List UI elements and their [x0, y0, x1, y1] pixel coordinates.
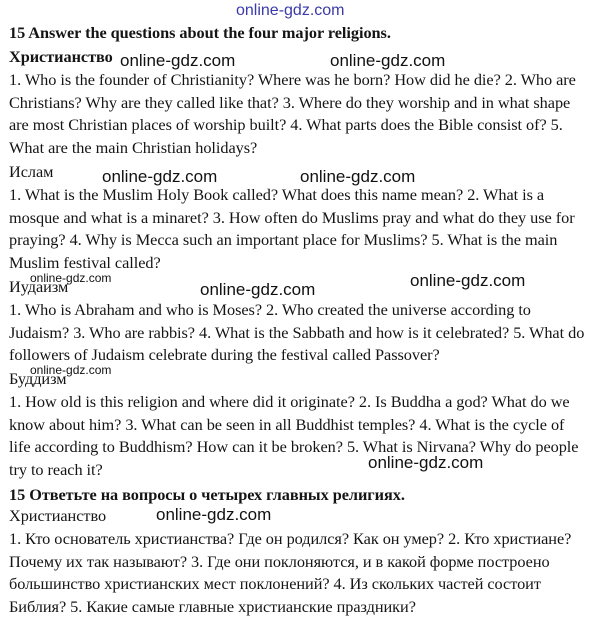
watermark: online-gdz.com	[300, 167, 416, 186]
questions-islam: 1. What is the Muslim Holy Book called? What does this name mean? 2. What is a mosque and what is a minaret? 3. How often do Muslims pray and what do they use for praying? 4. Why is Mecca such an important place for Muslims? 5. What is the main Muslim festival called?	[9, 184, 575, 273]
watermark: online-gdz.com	[30, 363, 112, 377]
questions-christianity: 1. Who is the founder of Christianity? Where was he born? How did he die? 2. Who are Christians? Why are they called like that? 3. Where do they worship and in what shape are most Christian places of worship built? 4. What parts does the Bible consist of? 5. What are the main Christian holidays?	[9, 69, 576, 158]
watermark: online-gdz.com	[410, 271, 526, 290]
section-title-islam: Ислам	[9, 162, 54, 181]
section-title-christianity-ru: Христианство	[9, 506, 107, 525]
section-title-christianity: Христианство	[9, 47, 113, 66]
watermark-top: online-gdz.com	[236, 2, 345, 19]
watermark: online-gdz.com	[330, 51, 446, 70]
watermark: online-gdz.com	[156, 505, 272, 524]
questions-christianity-ru: 1. Кто основатель христианства? Где он родился? Как он умер? 2. Кто христиане? Почему их так называют? 3. Где они поклоняются, и в какой форме построено большинство христианских мест поклонений? 4. Из скольких частей состоит Библия? 5. Какие самые главные христианские праздники?	[9, 528, 572, 617]
section-buddhism	[9, 368, 587, 482]
section-christianity	[9, 46, 587, 160]
questions-judaism: 1. Who is Abraham and who is Moses? 2. Who created the universe according to Judaism? 3. Who are rabbis? 4. What is the Sabbath and how is it celebrated? 5. What do followers of Judaism celebrate during the festival called Passover?	[9, 299, 585, 365]
exercise-title-en: 15 Answer the questions about the four major religions.	[9, 23, 391, 42]
watermark: online-gdz.com	[368, 453, 484, 472]
watermark: online-gdz.com	[102, 167, 218, 186]
section-christianity-ru	[9, 505, 587, 619]
watermark: online-gdz.com	[120, 51, 236, 70]
watermark: online-gdz.com	[30, 271, 112, 285]
section-title-buddhism: Буддизм	[9, 369, 67, 388]
exercise-title-ru: 15 Ответьте на вопросы о четырех главных религиях.	[9, 485, 405, 504]
watermark: online-gdz.com	[200, 280, 316, 299]
section-title-judaism: Иудаизм	[9, 277, 69, 296]
questions-buddhism: 1. How old is this religion and where did it originate? 2. Is Buddha a god? What do we know about him? 3. What can be seen in all Buddhist temples? 4. What is the cycle of life according to Buddhism? How can it be broken? 5. What is Nirvana? Why do people try to reach it?	[9, 391, 579, 480]
section-islam	[9, 161, 587, 275]
